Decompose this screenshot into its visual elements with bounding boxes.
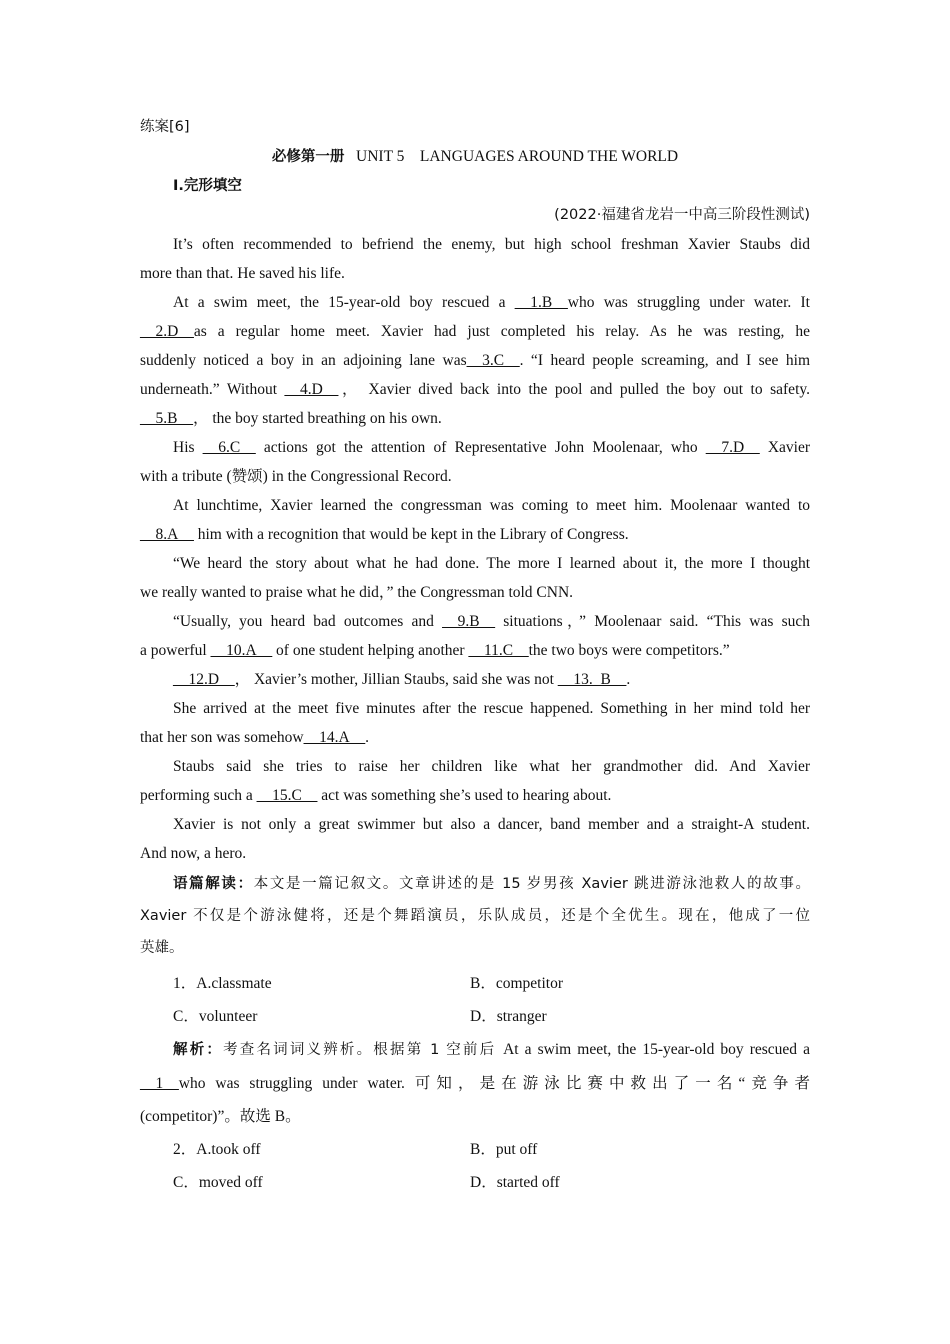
cloze-blank: __5.B__: [140, 410, 193, 427]
analysis-line: 语篇解读：本文是一篇记叙文。文章讲述的是 15 岁男孩 Xavier 跳进游泳池救人的故事。: [173, 876, 810, 892]
cloze-blank: __12.D__: [173, 671, 235, 688]
passage-line: performing such a __15.C__ act was something she’s used to hearing about.: [140, 787, 612, 804]
passage-line: __2.D__as a regular home meet. Xavier had just completed his relay. As he was resting, he: [140, 323, 810, 340]
passage-line: __12.D__， Xavier’s mother, Jillian Staubs, said she was not __13. B__.: [173, 671, 631, 688]
passage-line: __8.A__ him with a recognition that would be kept in the Library of Congress.: [140, 526, 629, 543]
cloze-blank: __1__: [140, 1075, 179, 1092]
question-options: [140, 1133, 810, 1166]
passage-line: __5.B__， the boy started breathing on his own.: [140, 410, 442, 427]
cloze-blank: __14.A__: [303, 729, 366, 746]
cloze-blank: __4.D__: [284, 381, 339, 398]
option-a: 1．A.classmate: [173, 975, 272, 992]
passage-line: underneath.” Without __4.D__， Xavier dived back into the pool and pulled the boy out to safety.: [140, 381, 810, 398]
passage-line: Staubs said she tries to raise her children like what her grandmother did. And Xavier: [173, 758, 810, 775]
question-options: [140, 1166, 810, 1199]
passage-line: “Usually, you heard bad outcomes and __9.B__ situations，” Moolenaar said. “This was such: [173, 613, 811, 630]
option-c: C．volunteer: [173, 1008, 258, 1025]
passage-line: Xavier is not only a great swimmer but also a dancer, band member and a straight-A student.: [173, 816, 810, 833]
cloze-blank: __6.C__: [202, 439, 256, 456]
question-options: [140, 967, 810, 1000]
explanation-label: 解析：: [173, 1042, 224, 1058]
passage-line: “We heard the story about what he had done. The more I learned about it, the more I thought: [173, 555, 810, 572]
passage-line: we really wanted to praise what he did，” the Congressman told CNN.: [140, 584, 574, 601]
practice-label: 练案[6]: [140, 119, 190, 135]
cloze-blank: __3.C__: [466, 352, 520, 369]
passage-line: At lunchtime, Xavier learned the congressman was coming to meet him. Moolenaar wanted to: [173, 497, 810, 514]
option-a: 2．A.took off: [173, 1141, 261, 1158]
question-options: [140, 1000, 810, 1033]
unit-title-en: UNIT 5 LANGUAGES AROUND THE WORLD: [356, 148, 679, 165]
cloze-blank: __7.D__: [705, 439, 760, 456]
cloze-blank: __11.C__: [468, 642, 529, 659]
explanation-line: 解析：考查名词词义辨析。根据第 1 空前后 At a swim meet, the 15-year-old boy rescued a: [173, 1041, 810, 1058]
option-d: D．stranger: [470, 1008, 547, 1025]
passage-line: more than that. He saved his life.: [140, 265, 345, 282]
option-d: D．started off: [470, 1174, 560, 1191]
option-b: B．put off: [470, 1141, 538, 1158]
cloze-blank: __9.B__: [442, 613, 496, 630]
analysis-line: 英雄。: [140, 940, 184, 956]
explanation-line: (competitor)”。故选 B。: [140, 1108, 301, 1125]
passage-line: a powerful __10.A__ of one student helping another __11.C__the two boys were competitors.”: [140, 642, 730, 659]
cloze-blank: __2.D__: [140, 323, 194, 340]
option-b: B．competitor: [470, 975, 563, 992]
passage-line: And now, a hero.: [140, 845, 247, 862]
passage-line: that her son was somehow__14.A__.: [140, 729, 370, 746]
unit-title-cn: 必修第一册: [271, 149, 345, 165]
explanation-line: __1__who was struggling under water. 可知，是在游泳比赛中救出了一名“竞争者: [140, 1075, 810, 1092]
passage-line: She arrived at the meet five minutes after the rescue happened. Something in her mind told her: [173, 700, 810, 717]
source-note: (2022·福建省龙岩一中高三阶段性测试): [554, 207, 810, 223]
cloze-blank: __10.A__: [210, 642, 273, 659]
cloze-blank: __1.B__: [514, 294, 568, 311]
cloze-blank: __13. B__: [557, 671, 627, 688]
passage-line: His __6.C__ actions got the attention of Representative John Moolenaar, who __7.D__ Xavier: [173, 439, 810, 456]
passage-line: It’s often recommended to befriend the enemy, but high school freshman Xavier Staubs did: [173, 236, 810, 253]
section-heading: Ⅰ.完形填空: [173, 178, 242, 194]
option-c: C．moved off: [173, 1174, 263, 1191]
unit-title: [140, 142, 810, 172]
cloze-blank: __8.A__: [140, 526, 194, 543]
passage-line: At a swim meet, the 15-year-old boy rescued a __1.B__who was struggling under water. It: [173, 294, 810, 311]
worksheet-content: [140, 113, 810, 1199]
cloze-blank: __15.C__: [256, 787, 318, 804]
analysis-label: 语篇解读：: [173, 876, 254, 892]
passage-line: with a tribute (赞颂) in the Congressional Record.: [140, 468, 452, 485]
passage-line: suddenly noticed a boy in an adjoining lane was__3.C__. “I heard people screaming, and I see him: [140, 352, 810, 369]
analysis-line: Xavier 不仅是个游泳健将，还是个舞蹈演员，乐队成员，还是个全优生。现在，他成了一位: [140, 908, 810, 924]
